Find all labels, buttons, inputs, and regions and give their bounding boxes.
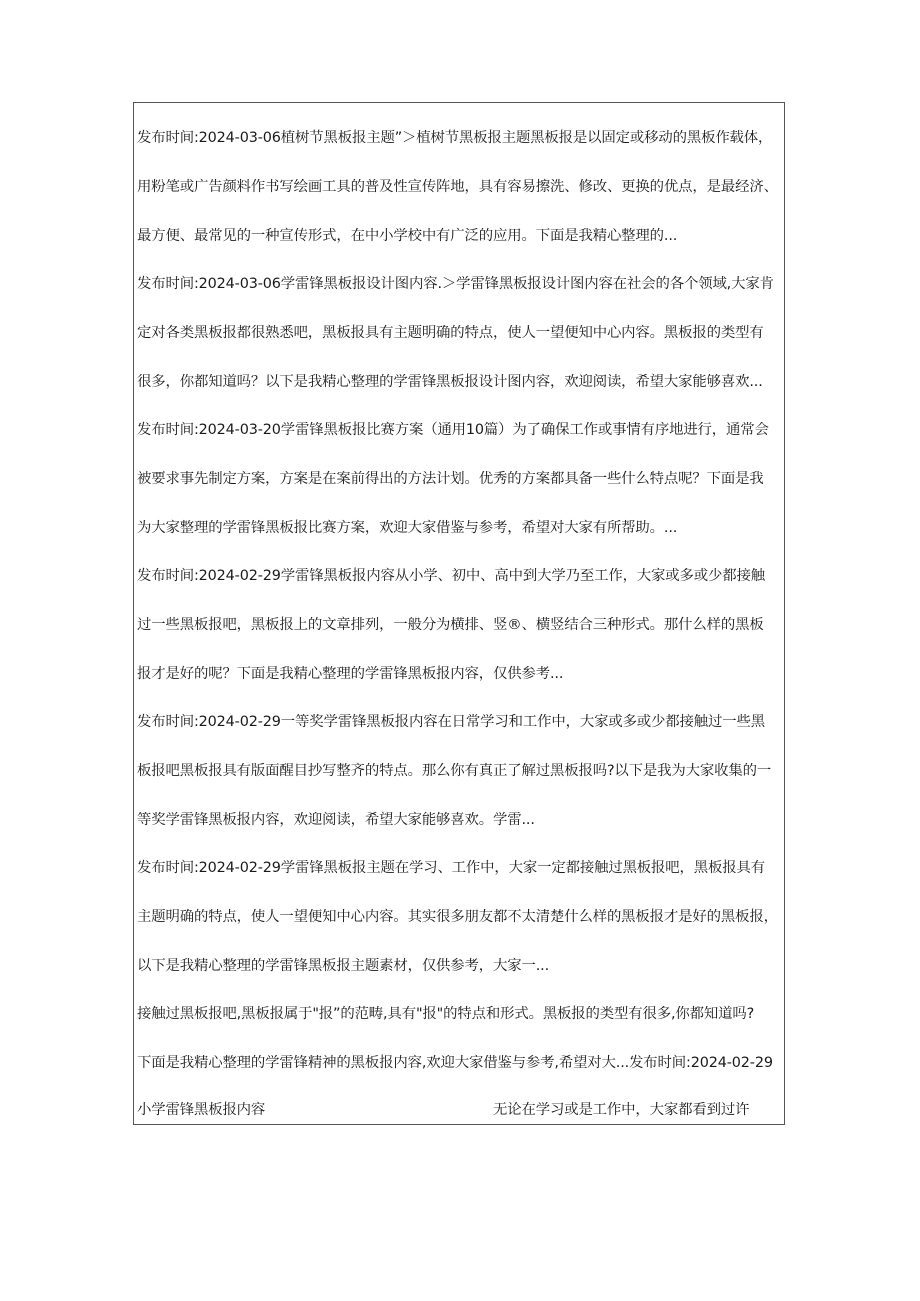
entry-6-line-3: 以下是我精心整理的学雷锋黑板报主题素材，仅供参考，大家一...: [137, 958, 550, 974]
tail-title: 小学雷锋黑板报内容: [137, 1102, 266, 1118]
tail-snippet: 无论在学习或是工作中，大家都看到过许: [493, 1102, 750, 1118]
entry-4-line-3: 报才是好的呢？下面是我精心整理的学雷锋黑板报内容，仅供参考...: [137, 666, 564, 682]
entry-1-line-3: 最方便、最常见的一种宣传形式，在中小学校中有广泛的应用。下面是我精心整理的...: [137, 228, 678, 244]
entry-2-line-2: 定对各类黑板报都很熟悉吧，黑板报具有主题明确的特点，使人一望便知中心内容。黑板报的类型有: [137, 325, 764, 341]
entry-1-line-2: 用粉笔或广告颜料作书写绘画工具的普及性宣传阵地，具有容易擦洗、修改、更换的优点，是最经济、: [137, 179, 778, 195]
entry-3-line-1: 发布时间:2024-03-20学雷锋黑板报比赛方案（通用10篇）为了确保工作或事情有序地进行，通常会: [137, 422, 769, 438]
entry-4-line-1: 发布时间:2024-02-29学雷锋黑板报内容从小学、初中、高中到大学乃至工作，大家或多或少都接触: [137, 568, 765, 584]
entry-3-line-3: 为大家整理的学雷锋黑板报比赛方案，欢迎大家借鉴与参考，希望对大家有所帮助。...: [137, 520, 678, 536]
entry-3-line-2: 被要求事先制定方案，方案是在案前得出的方法计划。优秀的方案都具备一些什么特点呢？下面是我: [137, 471, 764, 487]
entry-7-line-2: 下面是我精心整理的学雷锋精神的黑板报内容,欢迎大家借鉴与参考,希望对大...发布时间:2024-02-29: [137, 1055, 773, 1071]
entry-5-line-2: 板报吧黑板报具有版面醒目抄写整齐的特点。那么你有真正了解过黑板报吗?以下是我为大家收集的一: [137, 763, 772, 779]
entry-6-line-2: 主题明确的特点，使人一望便知中心内容。其实很多朋友都不太清楚什么样的黑板报才是好的黑板报，: [137, 909, 778, 925]
entry-6-line-1: 发布时间:2024-02-29学雷锋黑板报主题在学习、工作中，大家一定都接触过黑板报吧，黑板报具有: [137, 860, 765, 876]
entry-2-line-3: 很多，你都知道吗？以下是我精心整理的学雷锋黑板报设计图内容，欢迎阅读，希望大家能够喜欢...: [137, 374, 763, 390]
entry-5-line-1: 发布时间:2024-02-29一等奖学雷锋黑板报内容在日常学习和工作中，大家或多或少都接触过一些黑: [137, 714, 765, 730]
entry-2-line-1: 发布时间:2024-03-06学雷锋黑板报设计图内容.＞学雷锋黑板报设计图内容在社会的各个领域,大家肯: [137, 276, 774, 292]
entry-7-line-1: 接触过黑板报吧,黑板报属于"报”的范畴,具有"报"的特点和形式。黑板报的类型有很多,你都知道吗?: [137, 1006, 755, 1022]
entry-5-line-3: 等奖学雷锋黑板报内容，欢迎阅读，希望大家能够喜欢。学雷...: [137, 812, 535, 828]
entry-1-line-1: 发布时间:2024-03-06植树节黑板报主题”＞植树节黑板报主题黑板报是以固定或移动的黑板作载体，: [137, 130, 773, 146]
entry-4-line-2: 过一些黑板报吧，黑板报上的文章排列，一般分为横排、竖®、横竖结合三种形式。那什么样的黑板: [137, 617, 764, 633]
